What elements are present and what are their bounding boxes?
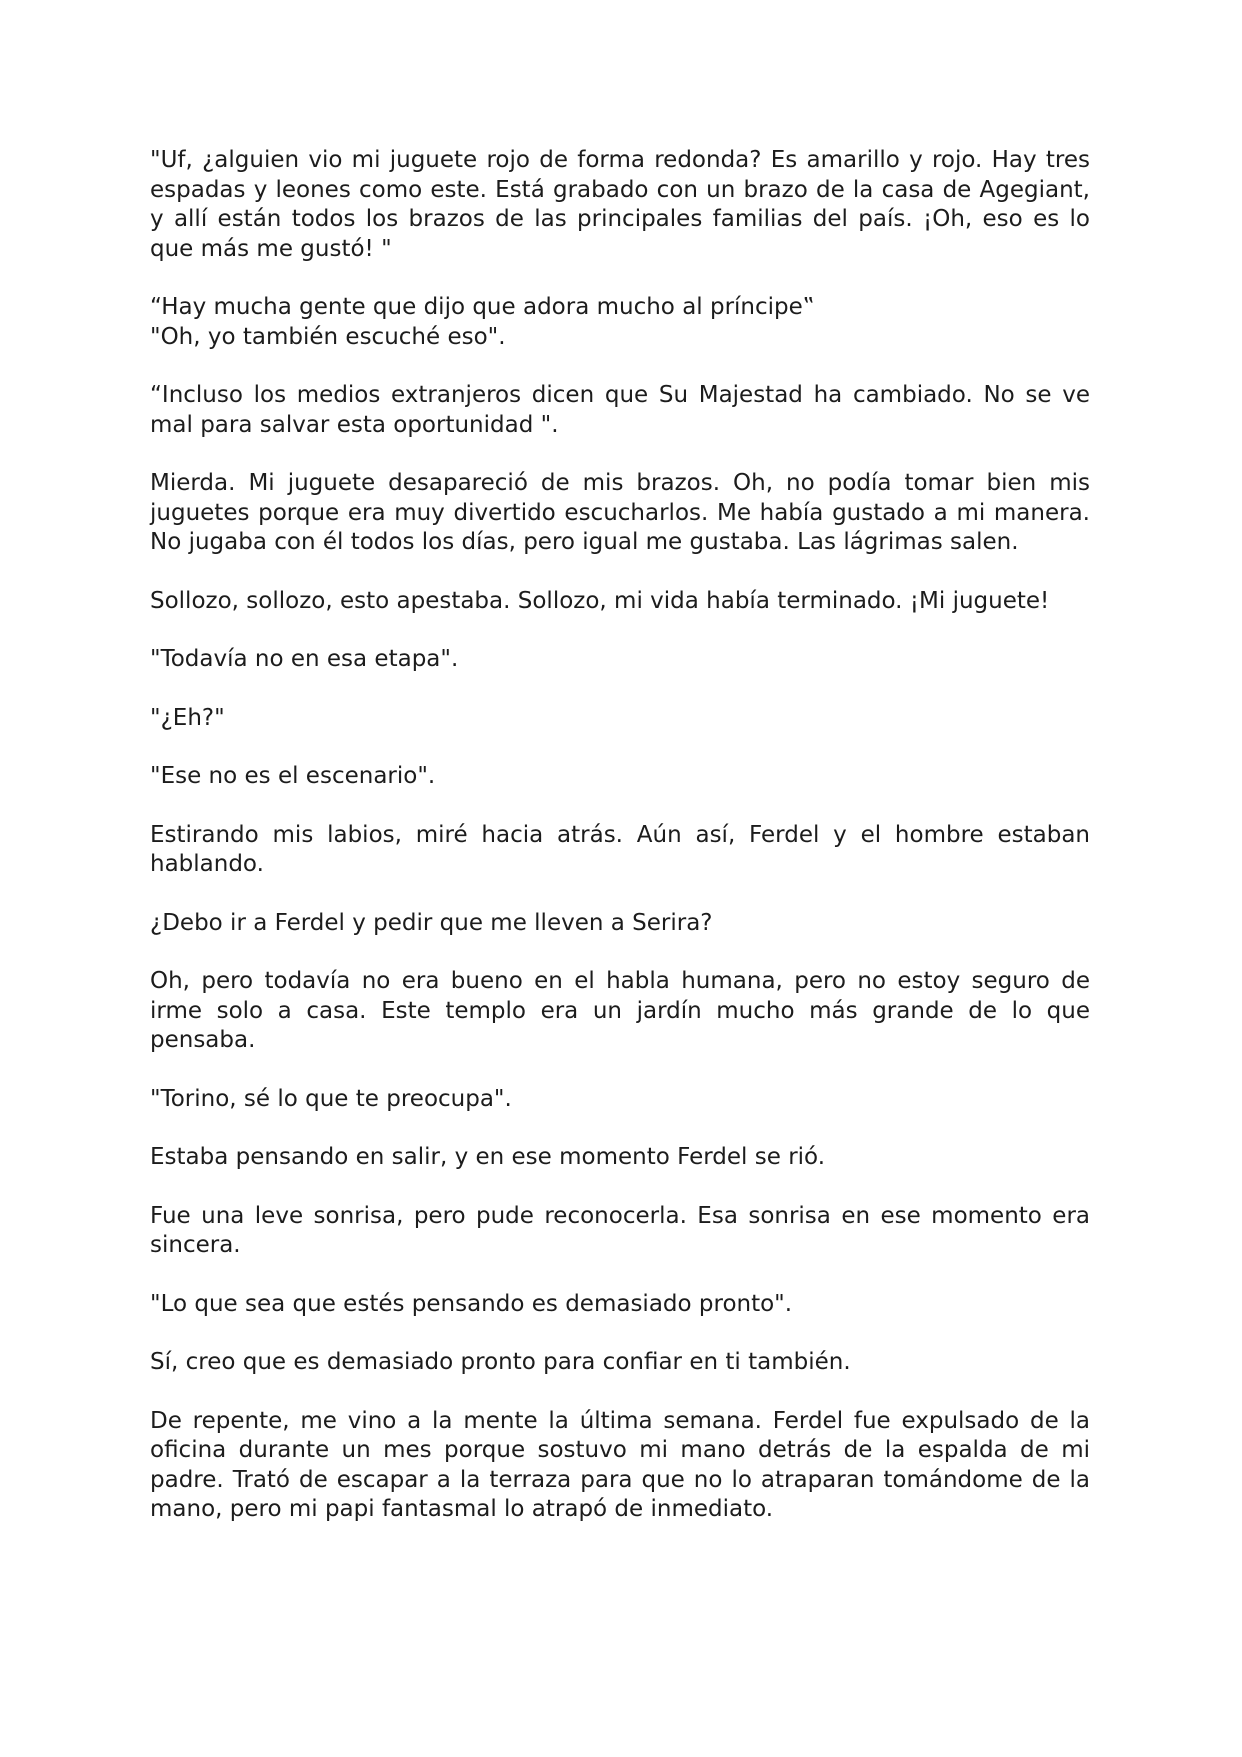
- paragraph: De repente, me vino a la mente la última semana. Ferdel fue expulsado de la oficina durante un mes porque sostuvo mi mano detrás de la espalda de mi padre. Trató de escapar a la terraza para que no lo atraparan tomándome de la mano, pero mi papi fantasmal lo atrapó de inmediato.: [150, 1407, 1090, 1522]
- paragraph-line: "Oh, yo también escuché eso".: [150, 323, 506, 350]
- paragraph: "Lo que sea que estés pensando es demasiado pronto".: [150, 1290, 793, 1317]
- paragraph: "Uf, ¿alguien vio mi juguete rojo de forma redonda? Es amarillo y rojo. Hay tres espadas y leones como este. Está grabado con un brazo de la casa de Agegiant, y allí están todos los brazos de las principales familias del país. ¡Oh, eso es lo que más me gustó! ": [150, 147, 1090, 262]
- paragraph: Fue una leve sonrisa, pero pude reconocerla. Esa sonrisa en ese momento era sincera.: [150, 1202, 1090, 1258]
- paragraph: "Ese no es el escenario".: [150, 763, 436, 789]
- paragraph: Oh, pero todavía no era bueno en el habla humana, pero no estoy seguro de irme solo a casa. Este templo era un jardín mucho más grande de lo que pensaba.: [150, 968, 1090, 1053]
- paragraph: Sí, creo que es demasiado pronto para confiar en ti también.: [150, 1349, 851, 1375]
- paragraph: Mierda. Mi juguete desapareció de mis brazos. Oh, no podía tomar bien mis juguetes porque era muy divertido escucharlos. Me había gustado a mi manera. No jugaba con él todos los días, pero igual me gustaba. Las lágrimas salen.: [150, 470, 1090, 555]
- paragraph: Sollozo, sollozo, esto apestaba. Sollozo, mi vida había terminado. ¡Mi juguete!: [150, 587, 1050, 614]
- paragraph-line: “Hay mucha gente que dijo que adora mucho al príncipe‟: [150, 294, 815, 320]
- document-page: [150, 146, 1090, 1554]
- paragraph: [150, 293, 1090, 352]
- paragraph: Estaba pensando en salir, y en ese momento Ferdel se rió.: [150, 1144, 826, 1170]
- paragraph: “Incluso los medios extranjeros dicen que Su Majestad ha cambiado. No se ve mal para salvar esta oportunidad ".: [150, 382, 1090, 438]
- paragraph: Estirando mis labios, miré hacia atrás. Aún así, Ferdel y el hombre estaban hablando.: [150, 821, 1090, 877]
- paragraph: "Torino, sé lo que te preocupa".: [150, 1085, 512, 1112]
- paragraph: ¿Debo ir a Ferdel y pedir que me lleven a Serira?: [150, 909, 713, 936]
- paragraph: "Todavía no en esa etapa".: [150, 646, 459, 672]
- paragraph: "¿Eh?": [150, 704, 225, 731]
